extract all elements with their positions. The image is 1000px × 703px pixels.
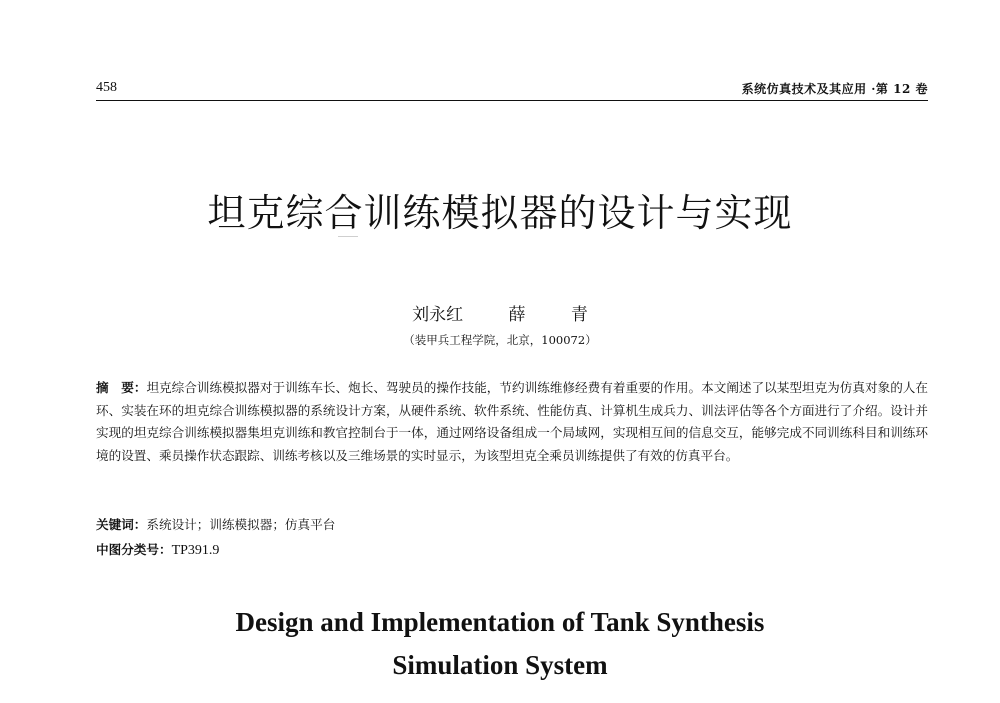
keywords-label: 关键词： (96, 517, 147, 532)
abstract-label: 摘 要： (96, 380, 147, 395)
journal-info: 系统仿真技术及其应用 ·第 12 卷 (741, 82, 928, 96)
keywords-text: 系统设计；训练模拟器；仿真平台 (146, 517, 336, 532)
author-name: 刘永红 (412, 305, 464, 325)
scan-artifact (338, 236, 358, 237)
abstract (96, 377, 928, 467)
abstract-text: 坦克综合训练模拟器对于训练车长、炮长、驾驶员的操作技能，节约训练维修经费有着重要的作用。本文阐述了以某型坦克为仿真对象的人在环、实装在环的坦克综合训练模拟器的系统设计方案，从硬件系统、软件系统、性能仿真、计算机生成兵力、训法评估等各个方面进行了介绍。设计并实现的坦克综合训练模拟器集坦克训练和教官控制台于一体，通过网络设备组成一个局域网，实现相互间的信息交互，能够完成不同训练科目和训练环境的设置、乘员操作状态跟踪、训练考核以及三维场景的实时显示，为该型坦克全乘员训练提供了有效的仿真平台。 (96, 380, 929, 463)
running-header (96, 78, 928, 101)
english-title-line-1: Design and Implementation of Tank Synthesis (235, 607, 765, 637)
keywords (96, 514, 335, 533)
chinese-title: 坦克综合训练模拟器的设计与实现 (207, 191, 793, 235)
classification-value: TP391.9 (171, 543, 220, 558)
author-list (0, 300, 1000, 325)
author-affiliation: （装甲兵工程学院，北京，100072） (403, 333, 597, 347)
classification-label: 中图分类号： (96, 542, 172, 557)
classification-number (96, 539, 219, 559)
english-title-line-2: Simulation System (392, 650, 608, 680)
author-name: 薛 青 (508, 305, 588, 325)
page-number: 458 (96, 80, 117, 95)
